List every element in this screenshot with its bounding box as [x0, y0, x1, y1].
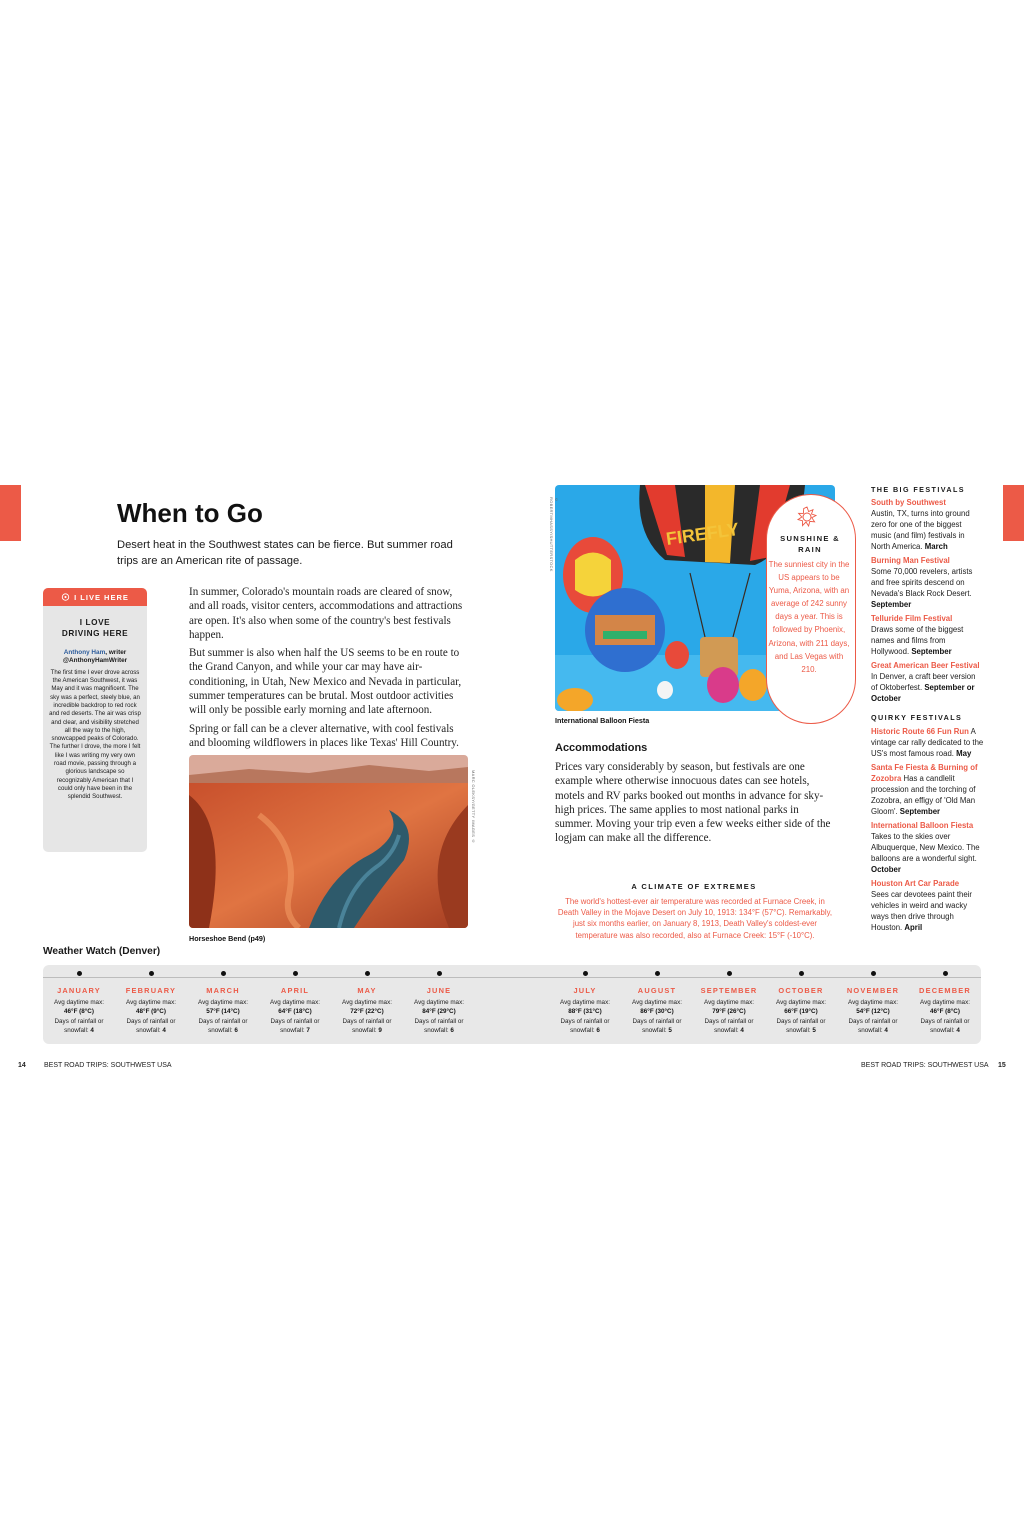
month-stats: [403, 998, 475, 1036]
photo-credit-balloon: © ROBERTMHASSY/SHUTTERSTOCK: [549, 497, 559, 572]
timeline-dot: [871, 971, 876, 976]
month-stats: [43, 998, 115, 1036]
climate-text: The world's hottest-ever air temperature was recorded at Furnace Creek, in Death Valley in the Mojave Desert on July 10, 1913: 134°F (57°C). Remarkably, just six months earlier, on January 8, 1913, Death Valley's coldest-ever temperature was also recorded, also at Furnace Creek: 15°F (-10°C).: [557, 897, 833, 940]
intro-text: Desert heat in the Southwest states can be fierce. But summer road trips are an American rite of passage.: [117, 539, 453, 567]
weather-watch-title: Weather Watch (Denver): [43, 946, 161, 957]
right-edge-tab: [1003, 485, 1024, 541]
temp-label: Avg daytime max:: [126, 999, 176, 1006]
weather-month: [837, 971, 909, 1036]
month-stats: [909, 998, 981, 1036]
timeline-dot: [943, 971, 948, 976]
weather-month: [115, 971, 187, 1036]
temp-value: 46°F (8°C): [64, 1008, 94, 1016]
list-item: Telluride Film Festival Draws some of the biggest names and films from Hollywood. September: [871, 614, 964, 656]
month-name: NOVEMBER: [846, 986, 900, 995]
temp-value: 84°F (29°C): [422, 1008, 456, 1016]
month-stats: [115, 998, 187, 1036]
timeline-dot: [149, 971, 154, 976]
timeline-dot: [655, 971, 660, 976]
temp-value: 88°F (31°C): [568, 1008, 602, 1016]
temp-label: Avg daytime max:: [632, 999, 682, 1006]
i-live-here-box: [43, 588, 147, 852]
paragraph: In summer, Colorado's mountain roads are cleared of snow, and all roads, visitor centers, accommodations and attractions are open. It's also when some of the country's best festivals happen.: [189, 586, 463, 641]
month-name: FEBRUARY: [125, 986, 177, 995]
rain-days: 6: [450, 1027, 454, 1035]
rain-days: 4: [90, 1027, 94, 1035]
rain-days: 5: [812, 1027, 816, 1035]
temp-label: Avg daytime max:: [270, 999, 320, 1006]
rain-days: 5: [668, 1027, 672, 1035]
rain-label: Days of rainfall or snowfall:: [560, 1017, 610, 1035]
weather-month: [621, 971, 693, 1036]
temp-label: Avg daytime max:: [342, 999, 392, 1006]
footer-title-right: BEST ROAD TRIPS: SOUTHWEST USA: [861, 1062, 989, 1069]
month-name: DECEMBER: [919, 986, 971, 995]
big-festivals-list: [871, 497, 984, 704]
climate-heading: A CLIMATE OF EXTREMES: [631, 882, 757, 891]
quirky-festivals-list: [871, 726, 984, 933]
sunshine-heading: SUNSHINE & RAIN: [780, 534, 840, 554]
weather-month: [403, 971, 475, 1036]
rain-label: Days of rainfall or snowfall:: [198, 1017, 248, 1035]
timeline-dot: [77, 971, 82, 976]
list-item: Historic Route 66 Fun Run A vintage car rally dedicated to the US's most famous road. May: [871, 727, 984, 758]
author-name: Anthony Ham: [63, 649, 106, 656]
rain-label: Days of rainfall or snowfall:: [920, 1017, 970, 1035]
weather-month: [549, 971, 621, 1036]
weather-month: [43, 971, 115, 1036]
paragraph: Prices vary considerably by season, but festivals are one example where otherwise innocuous dates can see hotels, motels and RV parks booked out months in advance for sky-high prices. The same applies to most national parks in summer. Moving your trip even a few weeks either side of the logjam can make all the difference.: [555, 761, 831, 845]
temp-value: 54°F (12°C): [856, 1008, 890, 1016]
month-stats: [837, 998, 909, 1036]
timeline-dot: [293, 971, 298, 976]
quirky-festivals-heading: QUIRKY FESTIVALS: [871, 713, 963, 722]
temp-value: 79°F (26°C): [712, 1008, 746, 1016]
rain-label: Days of rainfall or snowfall:: [414, 1017, 464, 1035]
rain-label: Days of rainfall or snowfall:: [704, 1017, 754, 1035]
body-text-left: [189, 585, 471, 754]
page-number-right: 15: [998, 1062, 1006, 1069]
temp-value: 86°F (30°C): [640, 1008, 674, 1016]
list-item: Great American Beer Festival In Denver, a craft beer version of Oktoberfest. September or October: [871, 661, 980, 703]
sunshine-text: The sunniest city in the US appears to be Yuma, Arizona, with an average of 242 sunny days a year. This is followed by Phoenix, Arizona, with 211 days, and Las Vegas with 210.: [768, 560, 850, 674]
temp-label: Avg daytime max:: [776, 999, 826, 1006]
month-stats: [259, 998, 331, 1036]
month-stats: [187, 998, 259, 1036]
weather-month: [693, 971, 765, 1036]
author-handle: @AnthonyHamWriter: [62, 657, 128, 665]
balloon-caption: International Balloon Fiesta: [555, 716, 650, 725]
footer-title-left: BEST ROAD TRIPS: SOUTHWEST USA: [44, 1062, 172, 1069]
paragraph: Spring or fall can be a clever alternative, with cool festivals and blooming wildflowers in places like Texas' Hill Country.: [189, 722, 459, 749]
timeline-dot: [365, 971, 370, 976]
month-name: AUGUST: [637, 986, 677, 995]
firefly-balloon-text: FIREFLY: [664, 518, 741, 549]
weather-month: [331, 971, 403, 1036]
month-name: SEPTEMBER: [700, 986, 758, 995]
month-name: JANUARY: [57, 986, 101, 995]
list-item: South by Southwest Austin, TX, turns into ground zero for one of the biggest music (and film) festivals in North America. March: [871, 498, 970, 551]
month-name: MARCH: [206, 986, 240, 995]
i-live-here-title: I LOVE DRIVING HERE: [61, 618, 129, 638]
rain-days: 7: [306, 1027, 310, 1035]
temp-value: 64°F (18°C): [278, 1008, 312, 1016]
temp-value: 72°F (22°C): [350, 1008, 384, 1016]
month-name: OCTOBER: [778, 986, 824, 995]
month-stats: [549, 998, 621, 1036]
list-item: International Balloon Fiesta Takes to the skies over Albuquerque, New Mexico. The balloons are a wonderful sight. October: [871, 821, 980, 874]
month-stats: [693, 998, 765, 1036]
rain-label: Days of rainfall or snowfall:: [632, 1017, 682, 1035]
rain-days: 4: [884, 1027, 888, 1035]
temp-label: Avg daytime max:: [704, 999, 754, 1006]
rain-label: Days of rainfall or snowfall:: [54, 1017, 104, 1035]
weather-month: [909, 971, 981, 1036]
rain-label: Days of rainfall or snowfall:: [848, 1017, 898, 1035]
author-credit: [43, 649, 147, 666]
body-text-right: [555, 760, 833, 850]
timeline-dot: [727, 971, 732, 976]
weather-month: [187, 971, 259, 1036]
month-name: MAY: [357, 986, 377, 995]
page-title: When to Go: [117, 498, 263, 528]
big-festivals-heading: THE BIG FESTIVALS: [871, 485, 965, 494]
temp-label: Avg daytime max:: [848, 999, 898, 1006]
month-name: JUNE: [426, 986, 452, 995]
rain-label: Days of rainfall or snowfall:: [270, 1017, 320, 1035]
month-stats: [621, 998, 693, 1036]
location-pin-icon: [61, 593, 70, 602]
temp-value: 66°F (19°C): [784, 1008, 818, 1016]
temp-value: 48°F (9°C): [136, 1008, 166, 1016]
accommodations-heading: Accommodations: [555, 742, 648, 754]
rain-days: 6: [596, 1027, 600, 1035]
month-stats: [331, 998, 403, 1036]
paragraph: But summer is also when half the US seems to be en route to the Grand Canyon, and while your car may have air-conditioning, in Utah, New Mexico and Nevada in particular, summer temperatures can be brutal. Most outdoor activities will only be possible early morning and late afternoon.: [189, 647, 462, 717]
month-stats: [765, 998, 837, 1036]
temp-label: Avg daytime max:: [54, 999, 104, 1006]
rain-days: 6: [234, 1027, 238, 1035]
weather-month: [259, 971, 331, 1036]
temp-label: Avg daytime max:: [920, 999, 970, 1006]
temp-value: 57°F (14°C): [206, 1008, 240, 1016]
rain-label: Days of rainfall or snowfall:: [342, 1017, 392, 1035]
temp-label: Avg daytime max:: [560, 999, 610, 1006]
month-name: JULY: [573, 986, 597, 995]
sun-icon: [795, 505, 819, 529]
temp-value: 46°F (8°C): [930, 1008, 960, 1016]
author-role: , writer: [105, 649, 127, 656]
rain-label: Days of rainfall or snowfall:: [126, 1017, 176, 1035]
left-edge-tab: [0, 485, 21, 541]
weather-month: [765, 971, 837, 1036]
page-number-left: 14: [18, 1062, 26, 1069]
temp-label: Avg daytime max:: [414, 999, 464, 1006]
rain-days: 9: [378, 1027, 382, 1035]
timeline-dot: [799, 971, 804, 976]
temp-label: Avg daytime max:: [198, 999, 248, 1006]
i-live-here-badge: I LIVE HERE: [43, 588, 147, 606]
rain-days: 4: [956, 1027, 960, 1035]
horseshoe-caption: Horseshoe Bend (p49): [189, 934, 266, 943]
rain-label: Days of rainfall or snowfall:: [776, 1017, 826, 1035]
photo-credit-horseshoe: MARC OLEKSY/GETTY IMAGES ©: [471, 770, 476, 844]
list-item: Houston Art Car Parade Sees car devotees paint their vehicles in weird and wacky ways then drive through Houston. April: [871, 879, 972, 932]
month-name: APRIL: [280, 986, 310, 995]
timeline-dot: [583, 971, 588, 976]
list-item: Burning Man Festival Some 70,000 revelers, artists and free spirits descend on Nevada's Black Rock Desert. September: [871, 556, 973, 609]
author-quote: The first time I ever drove across the American Southwest, it was May and it was magnificent. The sky was a perfect, steely blue, an incredible backdrop to red rock and red deserts. The air was crisp and clear, and visibility stretched all the way to the high, snowcapped peaks of Colorado. The further I drove, the more I felt like I was writing my very own road movie, passing through a glorious landscape so recognizably American that I could only have been in the splendid Southwest.: [49, 668, 141, 801]
list-item: Santa Fe Fiesta & Burning of Zozobra Has a candlelit procession and the torching of Zozobra, an effigy of 'Old Man Gloom'. September: [871, 763, 978, 816]
rain-days: 4: [740, 1027, 744, 1035]
timeline-dot: [221, 971, 226, 976]
horseshoe-bend-photo: [189, 755, 468, 928]
timeline-dot: [437, 971, 442, 976]
rain-days: 4: [162, 1027, 166, 1035]
